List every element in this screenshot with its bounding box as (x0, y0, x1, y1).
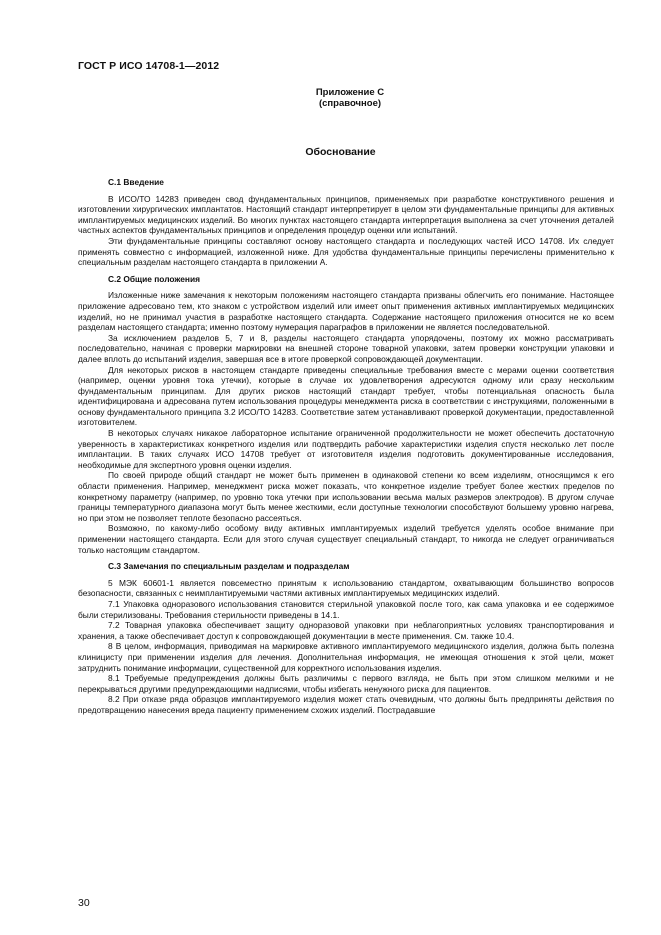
paragraph: 5 МЭК 60601-1 является повсеместно принятым к использованию стандартом, охватывающим большинство вопросов безопасности, связанных с неимплантируемыми частями активных имплантируемых медицинских изделий. (78, 577, 614, 599)
annex-title: Приложение С (315, 87, 385, 98)
page-number: 30 (78, 897, 90, 909)
paragraph: За исключением разделов 5, 7 и 8, разделы настоящего стандарта упорядочены, поэтому их можно рассматривать последовательно, начиная с проверки маркировки на внешней стороне товарной упаковки, затем проверки конструкции упаковки и далее вплоть до испытаний изделия, завершая все в итоге проверкой сопровождающей документации. (78, 332, 614, 364)
document-body (78, 177, 614, 716)
section-heading: С.1 Введение (108, 177, 164, 187)
page-title: Обоснование (305, 146, 376, 158)
paragraph: 8.1 Требуемые предупреждения должны быть различимы с первого взгляда, не быть при этом слишком мелкими и не перекрываться другими предупреждающими надписями, чтобы избегать ненужного риска для пациентов. (78, 673, 614, 694)
paragraph: 8 В целом, информация, приводимая на маркировке активного имплантируемого медицинского изделия, должна быть полезна клиницисту при применении изделия для лечения. Дополнительная информация, не имеющая отношения к этой цели, может затруднить понимание информации, существенной для корректного использования изделия. (78, 641, 614, 673)
paragraph: 7.1 Упаковка одноразового использования становится стерильной упаковкой после того, как сама упаковка и ее содержимое были стерилизованы. Требования стерильности приведены в 14.1. (78, 598, 614, 620)
section-heading: С.2 Общие положения (108, 273, 201, 284)
paragraph: 8.2 При отказе ряда образцов имплантируемого изделия может стать очевидным, что должны быть предприняты действия по предотвращению нанесения вреда пациенту применением схожих изделий. Пострадавшие (78, 694, 614, 715)
paragraph: Для некоторых рисков в настоящем стандарте приведены специальные требования вместе с мерами оценки соответствия (например, оценки уровня тока утечки), которые в случае их удовлетворения адресуются одному или сразу нескольким фундаментальным принципам. Для других рисков настоящий стандарт требует, чтобы потенциальная опасность была идентифицирована и адресована путем использования процедуры менеджмента риска в соответствии с инструкциями, положенными в основу фундаментального принципа 3.2 ИСО/ТО 14283. Соответствие затем устанавливают проверкой документации, предоставленной изготовителем. (78, 364, 614, 428)
annex-type: (справочное) (318, 98, 382, 109)
paragraph: В ИСО/ТО 14283 приведен свод фундаментальных принципов, применяемых при разработке конструктивного решения и изготовлении хирургических имплантатов. Настоящий стандарт интерпретирует в целом эти фундаментальные принципы для активных имплантируемых медицинских изделий. Во многих пунктах настоящего стандарта интерпретация выполнена за счет уточнения деталей частных аспектов фундаментальных принципов и определения процедур оценки или испытаний. (78, 193, 614, 236)
paragraph: По своей природе общий стандарт не может быть применен в одинаковой степени ко всем изделиям, относящимся к его области применения. Например, менеджмент риска может показать, что конкретное изделие требует более жестких пределов по конкретному параметру (например, по уровню тока утечки при использовании весьма малых размеров электродов). В другом случае границы температурного диапазона могут быть менее жесткими, если доступные технологии способствуют большему уровню нагрева, но при этом не позволяет теплоте безопасно рассеяться. (78, 470, 614, 523)
paragraph: В некоторых случаях никакое лабораторное испытание ограниченной продолжительности не может обеспечить достаточную уверенность в характеристиках конкретного изделия или подтвердить рабочие характеристики изделия спустя несколько лет после имплантации. В таких случаях ИСО 14708 требует от изготовителя изделия подготовить документированные исследования, необходимые для экспертного уровня оценки изделия. (78, 428, 614, 470)
paragraph: Эти фундаментальные принципы составляют основу настоящего стандарта и последующих частей ИСО 14708. Их следует применять совместно с информацией, изложенной ниже. Для удобства фундаментальные принципы перечислены применительно к специальным разделам настоящего стандарта в приложении А. (78, 235, 614, 268)
document-header: ГОСТ Р ИСО 14708-1—2012 (78, 60, 220, 72)
paragraph: Изложенные ниже замечания к некоторым положениям настоящего стандарта призваны облегчить его понимание. Настоящее приложение адресовано тем, кто знаком с устройством изделий или имеет опыт применения активных имплантируемых медицинских изделий, но не принимал участия в разработке настоящего стандарта. Содержание настоящего приложения относится не ко всем разделам настоящего стандарта; именно поэтому нумерация параграфов в приложении не является последовательной. (78, 290, 614, 333)
section-heading: С.3 Замечания по специальным разделам и подразделам (108, 561, 350, 572)
annex-label (280, 87, 420, 109)
paragraph: Возможно, по какому-либо особому виду активных имплантируемых изделий требуется уделять особое внимание при применении настоящего стандарта. Если для этого случая существует специальный стандарт, то никогда не следует ограничиваться только настоящим стандартом. (78, 523, 614, 555)
paragraph: 7.2 Товарная упаковка обеспечивает защиту одноразовой упаковки при неблагоприятных условиях транспортирования и хранения, а также обеспечивает доступ к сопровождающей документации в месте применения. См. также 10.4. (78, 620, 614, 641)
